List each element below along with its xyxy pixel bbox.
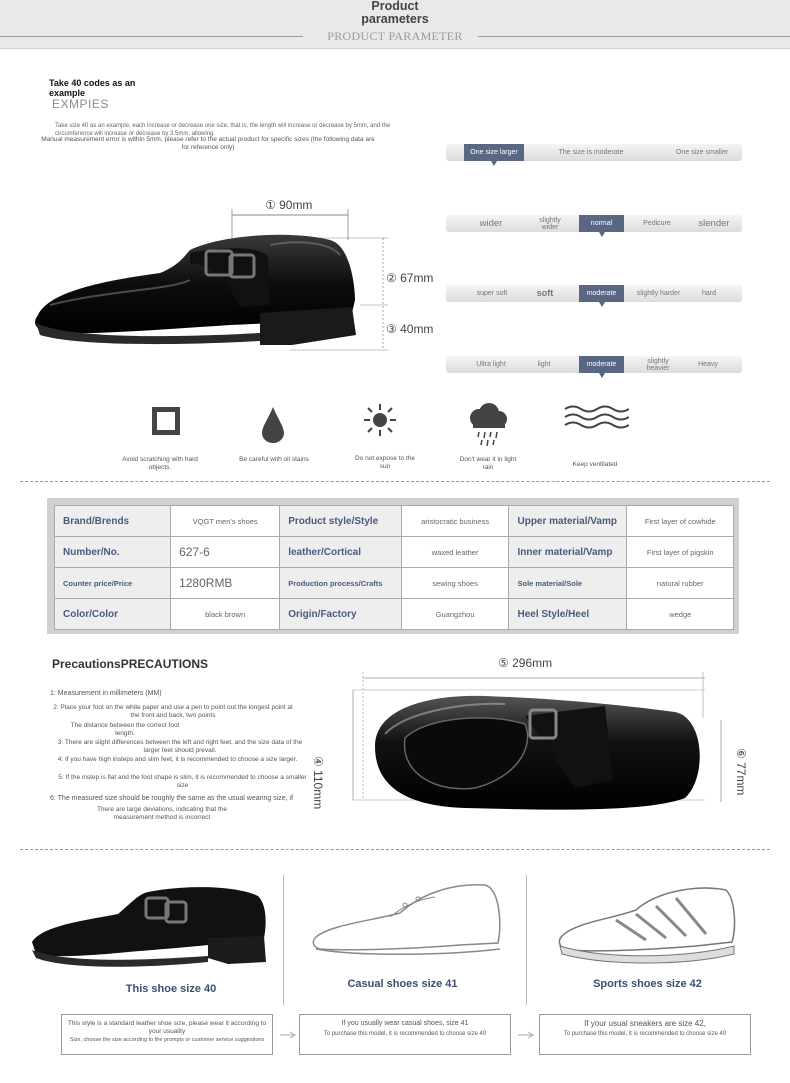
spec-label: Product style/Style — [280, 506, 402, 537]
spec-label: Production process/Crafts — [280, 568, 402, 599]
precaution-item: The distance between the correct foot length. — [70, 722, 180, 737]
precaution-item: 2: Place your foot on the white paper and use a pen to point out the longest point at the front and back, two points — [53, 704, 293, 719]
scale-cell-selected: moderate — [579, 356, 624, 373]
casual-shoe-outline — [310, 875, 505, 965]
sun-icon — [362, 402, 398, 438]
care-label-sun: Do not expose to the sun — [355, 455, 415, 470]
scale-cell-selected: One size larger — [464, 144, 524, 161]
spec-label: Inner material/Vamp — [509, 537, 627, 568]
spec-value: waxed leather — [401, 537, 509, 568]
page-title: Product parameters — [361, 0, 429, 26]
spec-label: leather/Cortical — [280, 537, 402, 568]
scale-cell: slender — [698, 218, 730, 229]
scale-cell: super soft — [476, 290, 508, 297]
drop-icon — [260, 405, 286, 443]
scale-cell: soft — [536, 288, 554, 298]
precaution-item: 3: There are slight differences between the left and right feet, and the size data of the larger feet should prevail. — [57, 739, 303, 754]
care-label-oil: Be careful with oil stains — [239, 456, 309, 463]
spec-value: wedge — [627, 599, 734, 630]
scale-cell-selected: moderate — [579, 285, 624, 302]
spec-value: sewing shoes — [401, 568, 509, 599]
intro-note-small: Take size 40 as an example, each increase or decrease one size, that is, the length will increase or decrease by 5mm, and the circumference will increase or decrease by 3.5mm, allowing — [55, 123, 391, 137]
scale-cell: light — [537, 361, 551, 368]
scale-cell: wider — [479, 218, 503, 229]
spec-label: Brand/Brends — [55, 506, 171, 537]
arrow-right-icon — [518, 1031, 536, 1039]
spec-value: black brown — [171, 599, 280, 630]
column-divider — [283, 875, 284, 1005]
section-divider — [20, 481, 770, 482]
intro-note-main: Manual measurement error is within 5mm, please refer to the actual product for specific sizes (the following data are for reference only) — [41, 136, 375, 151]
spec-label: Sole material/Sole — [509, 568, 627, 599]
spec-label: Upper material/Vamp — [509, 506, 627, 537]
sports-shoe-outline — [556, 880, 741, 965]
care-label-ventilated: Keep ventilated — [572, 461, 618, 468]
scale-cell: The size is moderate — [558, 149, 624, 156]
spec-value: aristocratic business — [401, 506, 509, 537]
precaution-item: There are large deviations, indicating that the measurement method is incorrect — [96, 806, 228, 821]
spec-table — [54, 505, 734, 630]
dimension-side-height: ⑥ 77mm — [734, 748, 748, 796]
waves-icon — [563, 404, 629, 430]
precaution-item: 1: Measurement in millimeters (MM) — [50, 690, 162, 697]
care-label-scratch: Avoid scratching with hard objects. — [122, 456, 198, 471]
spec-value: 627-6 — [171, 537, 280, 568]
comparison-note-sports: If your usual sneakers are size 42, To purchase this model, it is recommended to choose size 40 — [539, 1014, 751, 1055]
section-divider — [20, 849, 770, 850]
scale-cell: Heavy — [698, 361, 718, 368]
brand-name: EXMPIES — [52, 97, 109, 111]
scale-cell: Pedicure — [643, 220, 671, 227]
spec-value: VQGT men's shoes — [171, 506, 280, 537]
precaution-item: 4: If you have high insteps and slim feet, it is recommended to choose a size larger. — [57, 756, 298, 763]
care-label-rain: Don't wear it in light rain — [459, 456, 517, 471]
scale-cell: slightly heavier — [646, 357, 670, 372]
scale-cell: slightly harder — [636, 290, 681, 297]
spec-label: Heel Style/Heel — [509, 599, 627, 630]
comparison-title-casual: Casual shoes size 41 — [347, 978, 458, 990]
spec-value: First layer of pigskin — [627, 537, 734, 568]
spec-label: Origin/Factory — [280, 599, 402, 630]
spec-label: Number/No. — [55, 537, 171, 568]
scale-cell: One size smaller — [675, 149, 729, 156]
square-icon — [150, 405, 182, 437]
scale-cell-selected: normal — [579, 215, 624, 232]
comparison-title-this-shoe: This shoe size 40 — [125, 983, 217, 995]
comparison-note-this-shoe: This style is a standard leather shoe size, please wear it according to your usuality Size, choose the size according to the prompts or customer service suggestions — [61, 1014, 273, 1055]
spec-value: 1280RMB — [171, 568, 280, 599]
dimension-height: ② 67mm — [386, 271, 434, 285]
table-row — [55, 568, 734, 599]
precaution-item: 6: The measured size should be roughly the same as the usual wearing size, if — [50, 795, 294, 802]
leather-shoe-image — [28, 880, 273, 970]
dimension-total-length: ⑤ 296mm — [498, 656, 553, 670]
scale-bar — [446, 215, 742, 232]
scale-bar — [446, 285, 742, 302]
table-row — [55, 537, 734, 568]
column-divider — [526, 875, 527, 1005]
shoe-top-image — [345, 668, 745, 828]
rain-cloud-icon — [467, 402, 509, 450]
spec-value: Guangzhou — [401, 599, 509, 630]
intro-heading: Take 40 codes as an example — [49, 78, 136, 98]
scale-bar — [446, 144, 742, 161]
table-row — [55, 599, 734, 630]
scale-cell: Ultra light — [476, 361, 506, 368]
scale-cell: slightly wider — [539, 216, 561, 231]
scale-bar — [446, 356, 742, 373]
dimension-heel: ③ 40mm — [386, 322, 434, 336]
spec-value: First layer of cowhide — [627, 506, 734, 537]
dimension-length: ① 90mm — [265, 198, 313, 212]
precautions-title: PrecautionsPRECAUTIONS — [52, 657, 209, 671]
comparison-title-sports: Sports shoes size 42 — [593, 978, 702, 990]
arrow-right-icon — [280, 1031, 298, 1039]
spec-value: natural rubber — [627, 568, 734, 599]
dimension-width: ④ 110mm — [311, 756, 325, 810]
spec-label: Color/Color — [55, 599, 171, 630]
page-subtitle: PRODUCT PARAMETER — [327, 29, 463, 43]
spec-label: Counter price/Price — [55, 568, 171, 599]
table-row — [55, 506, 734, 537]
precaution-item: 5: If the instep is flat and the foot shape is slim, it is recommended to choose a smaller size — [58, 774, 307, 789]
scale-cell: hard — [701, 290, 716, 297]
comparison-note-casual: If you usually wear casual shoes, size 41 To purchase this model, it is recommended to choose size 40 — [299, 1014, 511, 1055]
